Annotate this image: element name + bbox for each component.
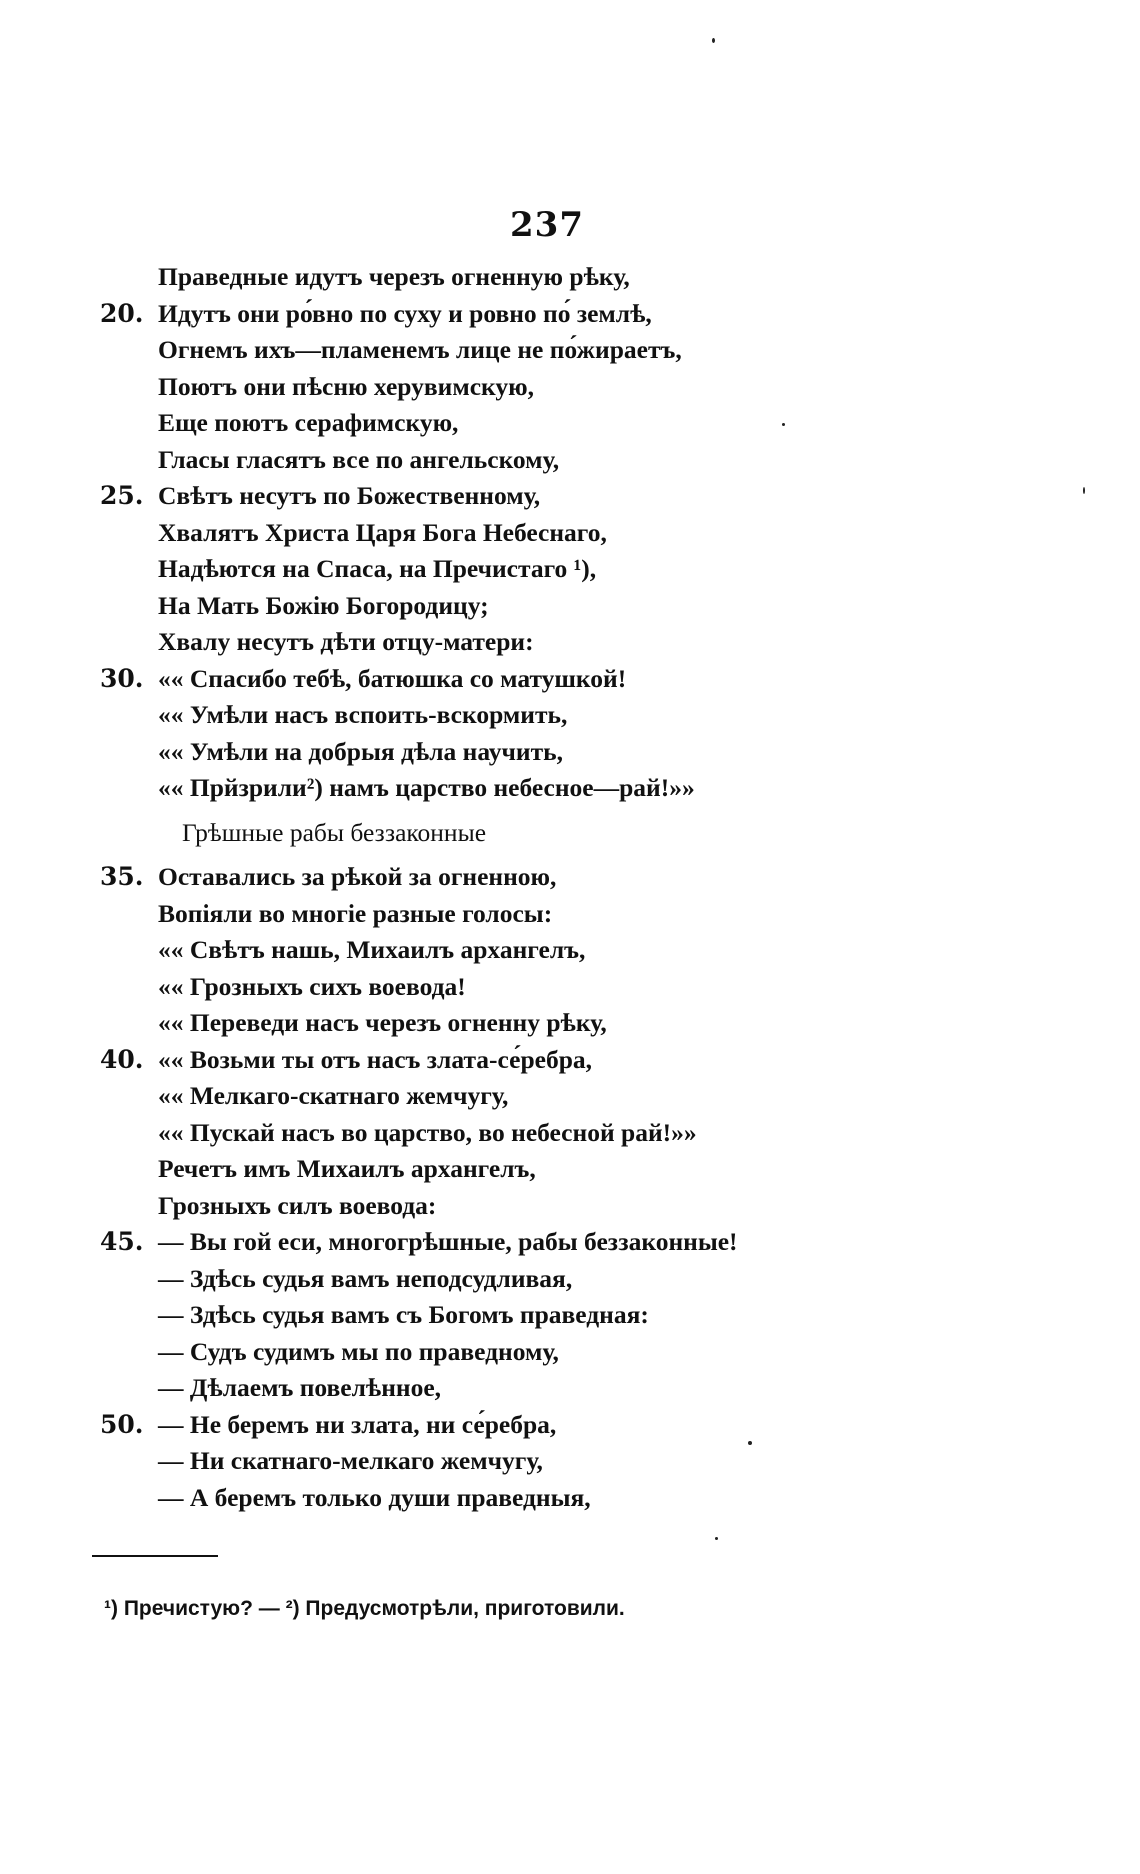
verse-text: Идутъ они ро́вно по суху и ровно по́ землѣ, (158, 298, 652, 328)
verse-text: — Судъ судимъ мы по праведному, (158, 1336, 559, 1366)
verse-text: — Ни скатнаго-мелкаго жемчугу, (158, 1446, 543, 1475)
line-number: 45. (100, 1227, 144, 1256)
verse-block (0, 262, 1140, 1519)
footnotes: ¹) Пречистую? — ²) Предусмотрѣли, приготовили. (104, 1597, 625, 1620)
verse-text: «« Переведи насъ черезъ огненну рѣку, (158, 1008, 607, 1037)
verse-line (0, 554, 1140, 591)
verse-line (0, 818, 1140, 855)
line-number: 50. (100, 1409, 144, 1439)
verse-line (0, 445, 1140, 482)
verse-line (0, 1300, 1140, 1337)
verse-line (0, 899, 1140, 936)
verse-line (0, 1191, 1140, 1228)
line-number: 25. (100, 481, 144, 510)
verse-line (0, 1373, 1140, 1410)
verse-text: Поютъ они пѣсню херувимскую, (158, 371, 535, 401)
verse-line (0, 1008, 1140, 1045)
page-number: 237 (510, 205, 584, 245)
scan-speck (715, 1537, 718, 1540)
verse-line (0, 972, 1140, 1009)
verse-text: Свѣтъ несутъ по Божественному, (158, 481, 541, 510)
line-number: 30. (100, 663, 144, 693)
verse-text: На Мать Божію Богородицу; (158, 590, 489, 620)
verse-text: «« Свѣтъ нашь, Михаилъ архангелъ, (158, 935, 586, 964)
verse-text: «« Умѣли на добрыя дѣла научить, (158, 736, 564, 766)
verse-text: — Вы гой еси, многогрѣшные, рабы беззаконные! (158, 1227, 738, 1256)
verse-line (0, 862, 1140, 899)
verse-text: Праведные идутъ черезъ огненную рѣку, (158, 262, 630, 291)
verse-line (0, 1154, 1140, 1191)
verse-line (0, 408, 1140, 445)
verse-line (0, 1446, 1140, 1483)
verse-text: «« Умѣли насъ вспоить-вскормить, (158, 700, 568, 729)
verse-line (0, 372, 1140, 409)
footnote-divider (92, 1555, 218, 1557)
verse-line (0, 1410, 1140, 1447)
verse-text: Гласы гласятъ все по ангельскому, (158, 444, 560, 474)
verse-line (0, 737, 1140, 774)
verse-text: Хвалу несутъ дѣти отцу-матери: (158, 627, 534, 656)
verse-line (0, 335, 1140, 372)
verse-line (0, 1045, 1140, 1082)
verse-text: — Здѣсь судья вамъ неподсудливая, (158, 1263, 573, 1293)
verse-text: Надѣются на Спаса, на Пречистаго ¹), (158, 554, 597, 583)
verse-line (0, 627, 1140, 664)
line-number: 20. (100, 298, 144, 328)
verse-text: Грозныхъ силъ воевода: (158, 1190, 437, 1220)
verse-line (0, 1118, 1140, 1155)
verse-line (0, 299, 1140, 336)
verse-text: Речетъ имъ Михаилъ архангелъ, (158, 1154, 536, 1183)
verse-text: «« Спасибо тебѣ, батюшка со матушкой! (158, 663, 627, 693)
verse-line (0, 1337, 1140, 1374)
scan-speck (1083, 487, 1085, 494)
verse-line (0, 1264, 1140, 1301)
verse-text: — Дѣлаемъ повелѣнное, (158, 1373, 442, 1402)
verse-line (0, 664, 1140, 701)
verse-text: «« Прйзрили²) намъ царство небесное—рай!»» (158, 773, 695, 802)
verse-text: «« Грозныхъ сихъ воевода! (158, 971, 466, 1001)
verse-line (0, 1081, 1140, 1118)
verse-line (0, 591, 1140, 628)
verse-text: Грѣшные рабы беззаконные (182, 817, 487, 847)
line-number: 40. (100, 1044, 144, 1074)
verse-text: «« Пускай насъ во царство, во небесной рай!»» (158, 1117, 697, 1147)
verse-line (0, 1227, 1140, 1264)
verse-line (0, 700, 1140, 737)
verse-text: «« Мелкаго-скатнаго жемчугу, (158, 1081, 509, 1110)
scan-speck (712, 38, 715, 43)
verse-text: — Не беремъ ни злата, ни се́ребра, (158, 1409, 557, 1439)
verse-text: Еще поютъ серафимскую, (158, 408, 459, 437)
verse-line (0, 1483, 1140, 1520)
verse-text: Огнемъ ихъ—пламенемъ лице не по́жираетъ, (158, 335, 682, 364)
verse-line (0, 518, 1140, 555)
line-number: 35. (100, 862, 144, 891)
verse-text: Хвалятъ Христа Царя Бога Небеснаго, (158, 517, 607, 547)
verse-text: — Здѣсь судья вамъ съ Богомъ праведная: (158, 1300, 649, 1329)
verse-text: «« Возьми ты отъ насъ злата-се́ребра, (158, 1044, 593, 1074)
verse-line (0, 935, 1140, 972)
verse-line (0, 262, 1140, 299)
scan-speck (748, 1441, 752, 1445)
verse-text: Вопіяли во многіе разные голосы: (158, 898, 553, 928)
verse-text: — А беремъ только души праведныя, (158, 1482, 591, 1512)
verse-line (0, 773, 1140, 810)
verse-text: Оставались за рѣкой за огненною, (158, 862, 557, 891)
verse-line (0, 481, 1140, 518)
scan-speck (782, 423, 785, 426)
